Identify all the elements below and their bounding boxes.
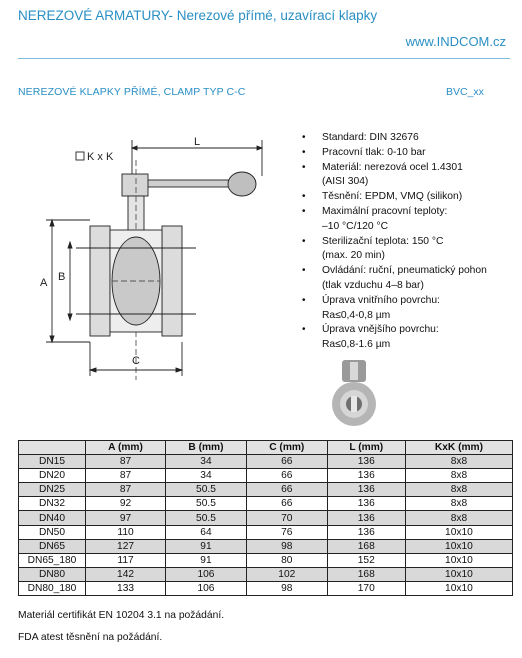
- dimension-table: [18, 440, 513, 596]
- table-cell: 136: [327, 469, 405, 483]
- column-header: L (mm): [327, 441, 405, 455]
- bullet-icon: •: [302, 146, 306, 158]
- table-cell: 87: [86, 455, 166, 469]
- table-cell: 70: [246, 511, 327, 525]
- c-label: C: [132, 355, 140, 367]
- table-cell: 66: [246, 455, 327, 469]
- column-header: C (mm): [246, 441, 327, 455]
- spec-item: [300, 190, 515, 205]
- l-label: L: [194, 136, 201, 148]
- table-cell: 80: [246, 553, 327, 567]
- table-cell: 102: [246, 567, 327, 581]
- square-symbol-icon: [76, 152, 84, 160]
- table-cell: 50.5: [166, 497, 247, 511]
- row-label-cell: DN65_180: [19, 553, 86, 567]
- spec-item: [300, 131, 515, 146]
- table-cell: 87: [86, 483, 166, 497]
- row-label-cell: DN40: [19, 511, 86, 525]
- spec-item: [300, 294, 515, 324]
- table-cell: 66: [246, 497, 327, 511]
- kxk-label: K x K: [87, 151, 114, 163]
- table-cell: 8x8: [405, 511, 512, 525]
- table-cell: 50.5: [166, 483, 247, 497]
- spec-subtext: –10 °C/120 °C: [322, 220, 389, 232]
- table-cell: 133: [86, 581, 166, 595]
- valve-technical-drawing: [36, 130, 288, 390]
- bullet-icon: •: [302, 235, 306, 247]
- row-label-cell: DN80: [19, 567, 86, 581]
- spec-text: Úprava vnějšího povrchu:: [322, 324, 439, 336]
- spec-subtext: Ra≤0,4-0,8 µm: [322, 309, 391, 321]
- table-cell: 142: [86, 567, 166, 581]
- table-cell: 87: [86, 469, 166, 483]
- table-cell: 136: [327, 483, 405, 497]
- row-label-cell: DN65: [19, 539, 86, 553]
- column-header: [19, 441, 86, 455]
- table-row: [19, 455, 513, 469]
- table-header-row: [19, 441, 513, 455]
- table-cell: 76: [246, 525, 327, 539]
- bullet-icon: •: [302, 132, 306, 143]
- table-cell: 98: [246, 581, 327, 595]
- table-cell: 91: [166, 539, 247, 553]
- table-cell: 97: [86, 511, 166, 525]
- table-cell: 10x10: [405, 567, 512, 581]
- table-cell: 66: [246, 483, 327, 497]
- bullet-icon: •: [302, 191, 306, 203]
- table-cell: 136: [327, 525, 405, 539]
- spec-text: Úprava vnitřního povrchu:: [322, 294, 440, 306]
- spec-text: Sterilizační teplota: 150 °C: [322, 235, 444, 247]
- fda-note: FDA atest těsnění na požádání.: [18, 632, 163, 643]
- table-cell: 152: [327, 553, 405, 567]
- column-header: KxK (mm): [405, 441, 512, 455]
- spec-subtext: (tlak vzduchu 4–8 bar): [322, 279, 424, 291]
- spec-text: Těsnění: EPDM, VMQ (silikon): [322, 191, 463, 203]
- table-cell: 106: [166, 567, 247, 581]
- table-cell: 168: [327, 567, 405, 581]
- spec-text: Pracovní tlak: 0-10 bar: [322, 146, 426, 158]
- page-header-title: NEREZOVÉ ARMATURY- Nerezové přímé, uzavírací klapky: [18, 8, 378, 23]
- website-url[interactable]: www.INDCOM.cz: [405, 34, 506, 49]
- table-cell: 91: [166, 553, 247, 567]
- table-row: [19, 469, 513, 483]
- spec-text: Materiál: nerezová ocel 1.4301: [322, 161, 463, 173]
- bullet-icon: •: [302, 205, 306, 217]
- table-cell: 8x8: [405, 469, 512, 483]
- table-row: [19, 567, 513, 581]
- table-cell: 10x10: [405, 539, 512, 553]
- row-label-cell: DN25: [19, 483, 86, 497]
- spec-text: Maximální pracovní teploty:: [322, 205, 448, 217]
- spec-item: [300, 264, 515, 294]
- table-row: [19, 511, 513, 525]
- table-cell: 106: [166, 581, 247, 595]
- column-header: A (mm): [86, 441, 166, 455]
- row-label-cell: DN15: [19, 455, 86, 469]
- column-header: B (mm): [166, 441, 247, 455]
- spec-subtext: Ra≤0,8-1.6 µm: [322, 339, 391, 351]
- table-cell: 10x10: [405, 553, 512, 567]
- table-cell: 127: [86, 539, 166, 553]
- product-subtitle: NEREZOVÉ KLAPKY PŘÍMÉ, CLAMP TYP C-C: [18, 86, 246, 98]
- table-cell: 92: [86, 497, 166, 511]
- spec-item: [300, 205, 515, 235]
- spec-list: [300, 131, 515, 353]
- table-row: [19, 483, 513, 497]
- table-cell: 170: [327, 581, 405, 595]
- b-label: B: [58, 271, 66, 283]
- table-cell: 10x10: [405, 581, 512, 595]
- spec-item: [300, 161, 515, 191]
- table-cell: 110: [86, 525, 166, 539]
- table-row: [19, 553, 513, 567]
- table-cell: 168: [327, 539, 405, 553]
- row-label-cell: DN80_180: [19, 581, 86, 595]
- spec-subtext: (AISI 304): [322, 176, 369, 188]
- certificate-note: Materiál certifikát EN 10204 3.1 na požádání.: [18, 610, 225, 621]
- row-label-cell: DN32: [19, 497, 86, 511]
- table-row: [19, 497, 513, 511]
- table-cell: 98: [246, 539, 327, 553]
- valve-photo: [320, 360, 390, 428]
- table-cell: 8x8: [405, 455, 512, 469]
- bullet-icon: •: [302, 265, 306, 277]
- spec-text: Ovládání: ruční, pneumatický pohon: [322, 265, 487, 277]
- table-cell: 8x8: [405, 497, 512, 511]
- table-cell: 136: [327, 455, 405, 469]
- table-cell: 10x10: [405, 525, 512, 539]
- spec-item: [300, 235, 515, 265]
- table-cell: 136: [327, 511, 405, 525]
- spec-item: [300, 146, 515, 161]
- table-cell: 66: [246, 469, 327, 483]
- table-cell: 50.5: [166, 511, 247, 525]
- table-cell: 34: [166, 455, 247, 469]
- bullet-icon: •: [302, 161, 306, 173]
- row-label-cell: DN50: [19, 525, 86, 539]
- table-row: [19, 581, 513, 595]
- header-divider: [18, 58, 510, 59]
- a-label: A: [40, 277, 48, 289]
- spec-subtext: (max. 20 min): [322, 250, 385, 262]
- product-code: BVC_xx: [446, 86, 484, 98]
- table-cell: 64: [166, 525, 247, 539]
- spec-item: [300, 323, 515, 353]
- table-cell: 136: [327, 497, 405, 511]
- row-label-cell: DN20: [19, 469, 86, 483]
- table-row: [19, 525, 513, 539]
- bullet-icon: •: [302, 324, 306, 336]
- table-cell: 117: [86, 553, 166, 567]
- table-row: [19, 539, 513, 553]
- bullet-icon: •: [302, 294, 306, 306]
- spec-text: Standard: DIN 32676: [322, 132, 419, 143]
- table-cell: 34: [166, 469, 247, 483]
- table-cell: 8x8: [405, 483, 512, 497]
